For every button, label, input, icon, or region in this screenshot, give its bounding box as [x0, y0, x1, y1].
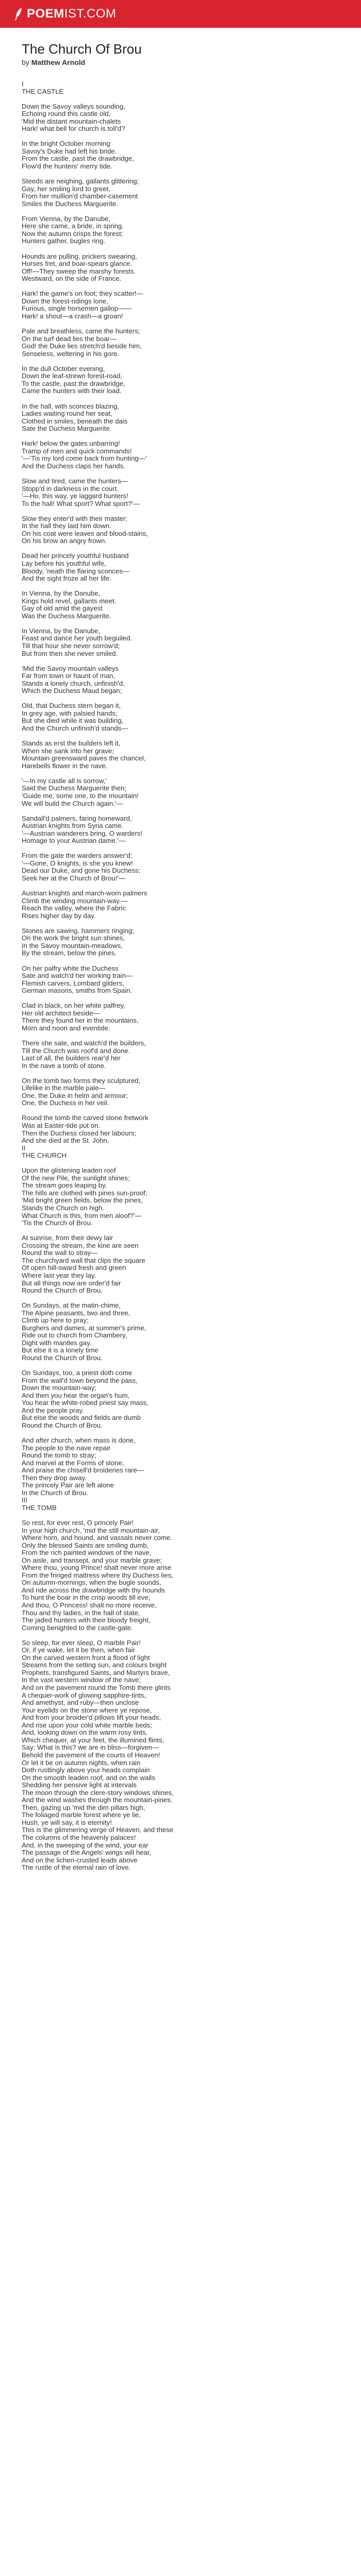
- poem-line: Harebells flower in the nave.: [22, 761, 108, 770]
- poem-line: Doth rustlingly above your heads complain: [22, 1766, 150, 1774]
- stanza-break: [22, 1512, 336, 1519]
- poem-line: And she died at the St. John.: [22, 1137, 109, 1145]
- stanza-break: [22, 657, 336, 665]
- logo-text: [27, 7, 117, 21]
- poem-line: Then the Duchess closed her labours;: [22, 1129, 137, 1137]
- poem-line: Only the blessed Saints are smiling dumb,: [22, 1541, 149, 1549]
- poem-line: The columns of the heavenly palaces!: [22, 1833, 136, 1841]
- poem-line: The Alpine peasants, two and three,: [22, 1309, 130, 1317]
- poem-line: And the sight froze all her life.: [22, 574, 111, 583]
- poem-line: There they found her in the mountains,: [22, 1016, 139, 1025]
- stanza-break: [22, 920, 336, 927]
- poem-line: But else it is a lonely time: [22, 1346, 99, 1354]
- poem-line: Homage to your Austrian dame.'—: [22, 837, 126, 845]
- poem-line: Horses fret, and boar-spears glance.: [22, 260, 133, 268]
- poem-line: But else the woods and fields are dumb: [22, 1414, 141, 1422]
- stanza-break: [22, 583, 336, 590]
- poem-line: '—Gone, O knights, is she you knew!: [22, 859, 133, 867]
- poem-line: But all things now are order'd fair: [22, 1279, 121, 1287]
- poem-line: Which chequer, at your feet, the illumined flints,: [22, 1736, 165, 1744]
- poem-line: Stands as erst the builders left it,: [22, 739, 121, 748]
- poem-line: THE TOMB: [22, 1503, 57, 1512]
- poem-line: And thou, O Princess! shalt no more receive,: [22, 1601, 157, 1609]
- poem-line: Mountain greensward paves the chancel,: [22, 754, 146, 762]
- poem-line: By the stream, below the pines.: [22, 949, 117, 957]
- poem-line: Behold the pavement of the courts of Heaven!: [22, 1751, 160, 1759]
- poem-line: Hounds are pulling, prickers swearing,: [22, 252, 137, 260]
- stanza-break: [22, 1032, 336, 1040]
- poem-line: On her palfry white the Duchess: [22, 964, 119, 972]
- poem-line: Of the new Pile, the sunlight shines;: [22, 1174, 130, 1182]
- poem-line: And the Duchess claps her hands.: [22, 462, 125, 470]
- poem-line: The stream goes leaping by.: [22, 1181, 107, 1190]
- poem-line: Her old architect beside—: [22, 1009, 100, 1017]
- quill-icon: [13, 7, 24, 21]
- poem-line: '—In my castle all is sorrow,': [22, 776, 107, 785]
- poem-line: The people to the nave repair: [22, 1444, 111, 1452]
- poem-line: 'Guide me, some one, to the mountain!: [22, 791, 139, 800]
- poem-line: Came the hunters with their load.: [22, 387, 122, 395]
- poem-line: Smiles the Duchess Marguerite.: [22, 199, 118, 208]
- poem-line: On Sundays, too, a priest doth come: [22, 1369, 133, 1377]
- stanza-break: [22, 1295, 336, 1302]
- poem-line: Gay, her smiling lord to greet,: [22, 184, 110, 193]
- poem-line: Dead our Duke, and gone his Duchess;: [22, 867, 141, 875]
- poem-line: There she sate, and watch'd the builders,: [22, 1039, 146, 1047]
- poem-line: In the hall they laid him down.: [22, 522, 111, 530]
- poem-line: '—Austrian wanderers bring, O warders!: [22, 829, 143, 837]
- byline-prefix: by: [22, 58, 29, 66]
- poem-line: Sate the Duchess Marguerite.: [22, 425, 112, 433]
- poem-line: And praise the chisell'd broideries rare—: [22, 1466, 144, 1475]
- poem-line: Senseless, weltering in his gore.: [22, 349, 120, 358]
- poem-line: The princely Pair are left alone: [22, 1481, 114, 1489]
- stanza-break: [22, 1429, 336, 1437]
- poem-line: When she sank into her grave;: [22, 747, 114, 755]
- poem-line: Clothed in smiles, beneath the dais: [22, 417, 128, 425]
- poem-line: On the carved western front a flood of light: [22, 1653, 150, 1662]
- poem-line: III: [22, 1496, 27, 1504]
- stanza-break: [22, 208, 336, 215]
- poem-line: And from your broider'd pillows lift your heads,: [22, 1714, 161, 1722]
- poem-line: Down the Savoy valleys sounding,: [22, 102, 125, 110]
- poem-line: To the hall! What sport? What sport?'—: [22, 499, 140, 507]
- poem-line: Far from town or haunt of man,: [22, 672, 116, 680]
- poem-line: Savoy's Duke had left his bride.: [22, 147, 117, 155]
- poem-line: In the Church of Brou.: [22, 1488, 89, 1497]
- poem-line: On Sundays, at the matin-chime,: [22, 1301, 121, 1310]
- poem-line: The moon through the clere-story windows shines,: [22, 1788, 174, 1797]
- poem-line: Shedding her pensive light at intervals: [22, 1781, 137, 1789]
- poem-line: At sunrise, from their dewy lair: [22, 1234, 113, 1242]
- poem-line: Stones are sawing, hammers ringing;: [22, 926, 134, 935]
- poem-line: On autumn-mornings, when the bugle sounds,: [22, 1579, 161, 1587]
- poem-line: To the castle, past the drawbridge,: [22, 379, 125, 387]
- poem-line: Steeds are neighing, gallants glittering;: [22, 177, 139, 185]
- poem-line: 'Mid bright green fields, below the pines,: [22, 1196, 143, 1205]
- poem-line: Or, if ye wake, let it be then, when fair: [22, 1646, 135, 1654]
- poem-line: Morn and noon and eventide.: [22, 1024, 110, 1032]
- poem-line: Till the Church was roof'd and done.: [22, 1046, 130, 1055]
- poem-line: And on the lichen-crusted leads above: [22, 1856, 138, 1864]
- poem-line: And marvel at the Forms of stone,: [22, 1459, 124, 1467]
- poem-line: Ride out to church from Chambery,: [22, 1331, 127, 1340]
- poem-line: Round the tomb the carved stone fretwork: [22, 1114, 149, 1122]
- poem-line: German masons, smiths from Spain.: [22, 987, 133, 995]
- poem-line: Stands the Church on high.: [22, 1204, 104, 1212]
- poem-line: In the bright October morning: [22, 140, 110, 148]
- poem-line: And amethyst, and ruby—then unclose: [22, 1699, 139, 1707]
- logo-light: IST.COM: [64, 7, 117, 21]
- poem-line: Hush, ye will say, it is eternity!: [22, 1818, 112, 1826]
- poem-line: So sleep, for ever sleep, O marble Pair!: [22, 1638, 141, 1647]
- poem-line: And the wind washes through the mountain-pines.: [22, 1796, 173, 1804]
- poem-line: Hark! what bell for church is toll'd?: [22, 125, 125, 133]
- poem-line: Hark! the game's on foot; they scatter!—: [22, 290, 143, 298]
- poem-line: Pale and breathless, came the hunters;: [22, 327, 140, 335]
- poem-line: Clad in black, on her white palfrey,: [22, 1002, 125, 1010]
- stanza-break: [22, 1227, 336, 1235]
- poem-line: So rest, for ever rest, O princely Pair!: [22, 1519, 134, 1527]
- stanza-break: [22, 470, 336, 478]
- poem-line: From the castle, past the drawbridge,: [22, 155, 134, 163]
- stanza-break: [22, 883, 336, 890]
- poem-line: Sate and watch'd her working train—: [22, 972, 133, 980]
- poem-line: Hark! a shout—a crash—a groan!: [22, 312, 123, 320]
- poem-line: Where thou, young Prince! shalt never more arise: [22, 1564, 172, 1572]
- poem-line: Austrian knights and march-worn palmers: [22, 889, 147, 897]
- poem-line: One, the Duke in helm and armour;: [22, 1091, 128, 1099]
- poem-line: Slow and tired, came the hunters—: [22, 477, 128, 485]
- poem-line: Round the wall to stray—: [22, 1249, 98, 1257]
- poem-line: Crossing the stream, the kine are seen: [22, 1241, 139, 1249]
- poem-line: Hunters gather, bugles ring.: [22, 237, 106, 245]
- poem-line: To hunt the boar in the crisp woods till eve;: [22, 1594, 151, 1602]
- poem-line: Rises higher day by day.: [22, 911, 96, 920]
- poem-line: From the gate the warders answer'd:: [22, 852, 133, 860]
- stanza-break: [22, 545, 336, 553]
- poem-line: II: [22, 1144, 26, 1152]
- poem-line: Round the Church of Brou.: [22, 1353, 103, 1362]
- poem-line: Coming benighted to the castle-gate.: [22, 1623, 133, 1632]
- poem-line: Down the mountain-way;: [22, 1384, 97, 1392]
- stanza-break: [22, 95, 336, 103]
- poem-line: Reach the valley, where the Fabric: [22, 904, 126, 912]
- author-link[interactable]: Matthew Arnold: [31, 58, 86, 66]
- poem-line: Climb the winding mountain-way.—: [22, 896, 128, 905]
- poem-line: Ladies waiting round her seat,: [22, 410, 112, 418]
- poem-line: Till that hour she never sorrow'd;: [22, 642, 120, 650]
- stanza-break: [22, 1107, 336, 1115]
- poem-line: But she died while it was building,: [22, 717, 124, 725]
- poem-line: From her mullion'd chamber-casement: [22, 192, 138, 200]
- poem-line: Now the autumn crisps the forest;: [22, 229, 123, 238]
- stanza-break: [22, 1362, 336, 1370]
- poem-line: Kings hold revel, gallants meet.: [22, 597, 117, 605]
- poem-line: And on the pavement round the Tomb there glints: [22, 1684, 171, 1692]
- stanza-break: [22, 1160, 336, 1167]
- poem-line: The rustle of the eternal rain of love.: [22, 1863, 131, 1872]
- poem-line: You hear the white-robed priest say mass,: [22, 1399, 149, 1407]
- poem-line: 'Tis the Church of Brou.: [22, 1219, 93, 1227]
- stanza-break: [22, 283, 336, 291]
- poem-line: Slow they enter'd with their master;: [22, 514, 127, 522]
- poem-line: Feast and dance her youth beguiled.: [22, 634, 133, 642]
- poem-line: Then they drop away.: [22, 1473, 87, 1482]
- poem-line: But from then she never smiled.: [22, 649, 118, 657]
- poem-line: On the smooth leaden roof, and on the walls: [22, 1773, 155, 1782]
- stanza-break: [22, 395, 336, 403]
- poem-line: From the rich painted windows of the nave,: [22, 1549, 152, 1557]
- site-logo[interactable]: [13, 6, 117, 22]
- stanza-break: [22, 845, 336, 853]
- poem-line: Said the Duchess Marguerite then;: [22, 784, 127, 792]
- poem-line: Where last year they lay.: [22, 1271, 96, 1279]
- poem-line: Echoing round this castle old,: [22, 110, 111, 118]
- poem-line: This is the glimmering verge of Heaven, and these: [22, 1826, 173, 1834]
- poem-line: Down the leaf-strewn forest-road,: [22, 372, 122, 380]
- poem-line: On his brow an angry frown.: [22, 537, 107, 545]
- poem-line: Bloody, 'neath the flaring sconces—: [22, 567, 129, 575]
- poem-line: Down the forest-ridings lone,: [22, 297, 108, 305]
- poem-line: Flemish carvers, Lombard gilders,: [22, 979, 124, 987]
- poem-line: In Vienna, by the Danube,: [22, 589, 101, 598]
- poem-line: In the Savoy mountain-meadows,: [22, 941, 123, 950]
- poem-line: From Vienna, by the Danube,: [22, 214, 111, 223]
- poem-line: Dead her princely youthful husband: [22, 552, 129, 560]
- poem-line: A chequer-work of glowing sapphire-tints,: [22, 1691, 146, 1699]
- poem-line: Prophets, transfigured Saints, and Martyrs brave,: [22, 1668, 170, 1676]
- top-bar: [0, 0, 361, 28]
- stanza-break: [22, 1632, 336, 1639]
- poem-line: Dight with mantles gay.: [22, 1338, 92, 1347]
- poem-line: Lay before his youthful wife,: [22, 560, 106, 567]
- stanza-break: [22, 358, 336, 365]
- poem-line: The passage of the Angels' wings will hear,: [22, 1849, 152, 1857]
- poem-line: Stopp'd in darkness in the court.: [22, 484, 119, 493]
- poem-line: From the fringed mattress where thy Duchess lies,: [22, 1571, 173, 1579]
- poem-line: Was the Duchess Marguerite.: [22, 612, 111, 620]
- poem-line: On his coat were leaves and blood-stains,: [22, 529, 148, 537]
- poem-line: Austrian knights from Syria came.: [22, 822, 124, 830]
- poem-line: What Church is this, from men aloof?'—: [22, 1211, 142, 1219]
- stanza-break: [22, 320, 336, 328]
- poem-line: We will build the Church again.'—: [22, 799, 123, 807]
- poem-line: Stands a lonely church, unfinish'd,: [22, 679, 125, 687]
- stanza-break: [22, 507, 336, 515]
- poem-line: Furious, single horsemen gallop——: [22, 304, 132, 313]
- poem-line: And rise upon your cold white marble beds;: [22, 1721, 152, 1729]
- poem-line: In grey age, with palsied hands;: [22, 709, 118, 717]
- poem-line: And, looking down on the warm rosy tints,: [22, 1728, 148, 1737]
- stanza-break: [22, 995, 336, 1003]
- poem-line: The foliaged marble forest where ye lie,: [22, 1811, 141, 1819]
- poem-line: Then, gazing up 'mid the dim pillars high,: [22, 1803, 145, 1811]
- stanza-break: [22, 1070, 336, 1077]
- poem-line: Last of all, the builders rear'd her: [22, 1054, 121, 1062]
- stanza-break: [22, 245, 336, 253]
- stanza-break: [22, 807, 336, 815]
- poem-line: Upon the glistening leaden roof: [22, 1166, 116, 1175]
- stanza-break: [22, 695, 336, 703]
- poem-line: Where horn, and hound, and vassals never come.: [22, 1534, 172, 1542]
- poem-line: And the people pray.: [22, 1406, 84, 1414]
- poem-byline: [22, 58, 336, 67]
- poem-line: Sandall'd palmers, faring homeward,: [22, 814, 132, 822]
- poem-line: 'Mid the distant mountain-chalets: [22, 117, 121, 125]
- poem-line: Of open hill-sward fresh and green: [22, 1264, 126, 1272]
- poem-line: Round the tomb to stray;: [22, 1451, 96, 1460]
- poem-line: And ride across the drawbridge with thy hounds: [22, 1586, 165, 1594]
- stanza-break: [22, 133, 336, 141]
- stanza-break: [22, 171, 336, 178]
- poem-line: Say: What is this? we are in bliss—forgiven—: [22, 1743, 159, 1752]
- poem-line: One, the Duchess in her veil.: [22, 1099, 109, 1107]
- poem-line: Hark! below the gates unbarring!: [22, 439, 120, 448]
- poem-line: Gay of old amid the gayest: [22, 604, 103, 613]
- poem-line: In your high church, 'mid the still mountain-air,: [22, 1526, 160, 1534]
- poem-line: 'Mid the Savoy mountain valleys: [22, 664, 119, 672]
- poem-title: The Church Of Brou: [22, 41, 142, 57]
- poem-line: From the wall'd town beyond the pass,: [22, 1376, 138, 1384]
- poem-line: On the tomb two forms they sculptured,: [22, 1076, 141, 1084]
- poem-line: Here she came, a bride, in spring.: [22, 222, 124, 230]
- poem-line: On aisle, and transept, and your marble grave;: [22, 1556, 162, 1564]
- poem-line: God! the Duke lies stretch'd beside him,: [22, 342, 142, 350]
- poem-line: Climb up here to pray;: [22, 1316, 89, 1325]
- poem-line: The churchyard wall that clips the square: [22, 1256, 145, 1264]
- poem-line: And after church, when mass is done,: [22, 1436, 136, 1444]
- poem-line: Tramp of men and quick commands!: [22, 447, 132, 455]
- poem-line: On the turf dead lies the boar—: [22, 334, 117, 343]
- poem-line: Seek her at the Church of Brou!'—: [22, 874, 126, 882]
- poem-line: Your eyelids on the stone where ye repose,: [22, 1706, 152, 1714]
- stanza-break: [22, 733, 336, 740]
- poem-line: Old, that Duchess stern began it,: [22, 702, 121, 710]
- poem-line: Westward, on the side of France.: [22, 275, 122, 283]
- poem-line: THE CASTLE: [22, 87, 64, 95]
- poem-line: In the dull October evening,: [22, 364, 105, 372]
- poem-line: In the vast western window of the nave;: [22, 1676, 141, 1684]
- stanza-break: [22, 620, 336, 628]
- poem-line: In the hall, with sconces blazing,: [22, 402, 120, 410]
- stanza-break: [22, 957, 336, 965]
- poem-body: [22, 80, 336, 1872]
- poem-line: Round the Church of Brou.: [22, 1421, 103, 1429]
- poem-line: '—Ho, this way, ye laggard hunters!: [22, 492, 128, 500]
- poem-line: And the Church unfinish'd stands—: [22, 724, 128, 733]
- poem-line: In the nave a tomb of stone.: [22, 1061, 106, 1070]
- poem-line: Lifelike in the marble pale—: [22, 1084, 106, 1092]
- poem-line: The hills are clothed with pines sun-proof;: [22, 1189, 147, 1197]
- logo-bold: POEM: [27, 7, 64, 21]
- poem-line: Or let it be on autumn nights, when rain: [22, 1758, 141, 1767]
- poem-line: '—'Tis my lord come back from hunting—': [22, 454, 147, 463]
- poem-line: And then you hear the organ's hum,: [22, 1391, 130, 1399]
- stanza-break: [22, 433, 336, 440]
- poem-line: Flow'd the hunters' merry tide.: [22, 162, 112, 171]
- poem-content: [22, 41, 336, 1872]
- stanza-break: [22, 770, 336, 777]
- poem-line: Which the Duchess Maud began;: [22, 687, 122, 695]
- poem-line: In Vienna, by the Danube,: [22, 626, 101, 635]
- poem-line: I: [22, 80, 24, 88]
- poem-line: Burghers and dames, at summer's prime,: [22, 1324, 146, 1332]
- poem-line: Round the Church of Brou.: [22, 1286, 103, 1295]
- poem-line: THE CHURCH: [22, 1151, 67, 1160]
- poem-line: Thou and thy ladies, in the hall of state,: [22, 1608, 140, 1617]
- poem-line: And, in the sweeping of the wind, your ear: [22, 1841, 149, 1849]
- poem-line: Off!—They sweep the marshy forests.: [22, 267, 136, 275]
- poem-line: Was at Easter-tide put on.: [22, 1122, 100, 1130]
- poem-line: The jaded hunters with their bloody freight,: [22, 1616, 151, 1624]
- poem-line: Streams from the setting sun, and colours bright: [22, 1661, 167, 1669]
- poem-line: On the work the bright sun shines,: [22, 934, 125, 942]
